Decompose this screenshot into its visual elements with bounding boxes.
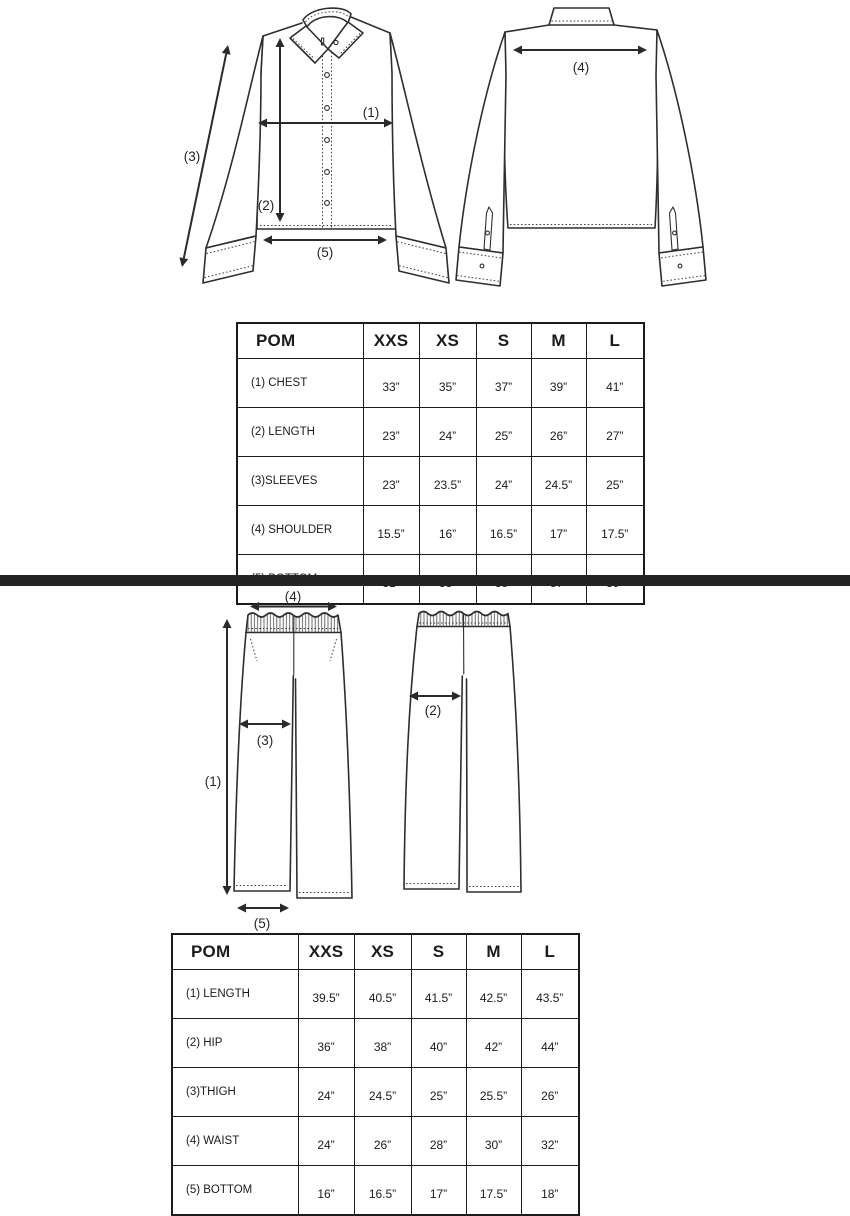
length-measurement-arrow [223, 619, 232, 895]
measurement-cell: 23” [363, 457, 419, 506]
column-header-s: S [476, 323, 531, 359]
measurement-cell: 40.5” [354, 970, 411, 1019]
measurement-cell: 39” [531, 359, 586, 408]
measurement-cell: 33” [363, 359, 419, 408]
pants-size-table [171, 933, 580, 1216]
measurement-cell: 24.5” [531, 457, 586, 506]
back-hem-stitch [406, 884, 519, 887]
pom-cell: (3)THIGH [172, 1068, 298, 1117]
measurement-cell: 42” [466, 1019, 521, 1068]
measurement-cell: 39.5” [298, 970, 354, 1019]
pants-front-right-leg [296, 633, 353, 899]
measurement-cell: 17.5” [466, 1166, 521, 1216]
measurement-cell: 26” [354, 1117, 411, 1166]
length-measurement-label: (2) [258, 198, 275, 213]
measurement-cell: 17” [411, 1166, 466, 1216]
measurement-cell: 28” [411, 1117, 466, 1166]
column-header-m: M [466, 934, 521, 970]
measurement-cell: 42.5” [466, 970, 521, 1019]
table-row [172, 1068, 579, 1117]
shirt-size-table [236, 322, 645, 605]
column-header-xs: XS [419, 323, 476, 359]
table-row [237, 457, 644, 506]
cuff-button [678, 264, 682, 268]
shirt-front-right-sleeve [390, 33, 446, 248]
measurement-cell: 17” [531, 506, 586, 555]
placket-button [673, 231, 677, 235]
measurement-cell: 40” [411, 1019, 466, 1068]
measurement-cell: 23” [363, 408, 419, 457]
measurement-cell: 41” [586, 359, 644, 408]
pants-back-view [404, 612, 521, 893]
thigh-measurement-label: (3) [257, 733, 274, 748]
pants-front-view [205, 589, 352, 931]
shirt-back-body [504, 25, 658, 228]
column-header-l: L [586, 323, 644, 359]
measurement-cell: 27” [586, 408, 644, 457]
hip-measurement-arrow [409, 692, 461, 701]
bottom-measurement-arrow [237, 904, 289, 913]
waist-measurement-label: (4) [285, 589, 302, 604]
placket-button [486, 231, 490, 235]
pants-back-right-leg [467, 627, 522, 893]
pom-cell: (3)SLEEVES [237, 457, 363, 506]
measurement-cell: 17.5” [586, 506, 644, 555]
measurement-cell: 15.5” [363, 506, 419, 555]
measurement-cell: 24.5” [354, 1068, 411, 1117]
sleeve-measurement-label: (3) [184, 149, 201, 164]
table-row [237, 506, 644, 555]
pom-cell: (1) CHEST [237, 359, 363, 408]
measurement-cell: 26” [521, 1068, 579, 1117]
shirt-front-left-sleeve [206, 36, 263, 248]
header-row [172, 934, 579, 970]
measurement-cell: 44” [521, 1019, 579, 1068]
measurement-cell: 25” [586, 457, 644, 506]
measurement-cell: 30” [466, 1117, 521, 1166]
table-row [237, 359, 644, 408]
column-header-pom: POM [237, 323, 363, 359]
pom-cell: (2) LENGTH [237, 408, 363, 457]
measurement-cell: 18” [521, 1166, 579, 1216]
pom-cell: (1) LENGTH [172, 970, 298, 1019]
measurement-cell: 25” [411, 1068, 466, 1117]
measurement-cell: 24” [298, 1068, 354, 1117]
column-header-pom: POM [172, 934, 298, 970]
shirt-back-collar [549, 8, 614, 25]
table-row [172, 1117, 579, 1166]
measurement-cell: 23.5” [419, 457, 476, 506]
column-header-xxs: XXS [363, 323, 419, 359]
pom-cell: (2) HIP [172, 1019, 298, 1068]
column-header-xxs: XXS [298, 934, 354, 970]
measurement-cell: 24” [298, 1117, 354, 1166]
pants-front-left-leg [234, 633, 293, 892]
measurement-cell: 16” [419, 506, 476, 555]
shirt-back-view [456, 8, 706, 286]
shoulder-measurement-label: (4) [573, 60, 590, 75]
measurement-cell: 35” [419, 359, 476, 408]
pants-back-left-leg [404, 627, 462, 890]
header-row [237, 323, 644, 359]
chest-measurement-label: (1) [363, 105, 380, 120]
column-header-s: S [411, 934, 466, 970]
bottom-measurement-arrow [263, 236, 387, 245]
measurement-cell: 32” [521, 1117, 579, 1166]
measurement-cell: 25.5” [466, 1068, 521, 1117]
table-row [172, 970, 579, 1019]
column-header-xs: XS [354, 934, 411, 970]
measurement-cell: 36” [298, 1019, 354, 1068]
pom-cell: (5) BOTTOM [172, 1166, 298, 1216]
measurement-cell: 41.5” [411, 970, 466, 1019]
pants-technical-drawing [0, 585, 850, 935]
bottom-measurement-label: (5) [317, 245, 334, 260]
measurement-cell: 37” [476, 359, 531, 408]
shirt-back-right-sleeve [656, 30, 703, 253]
collar-button [334, 40, 338, 44]
measurement-cell: 38” [354, 1019, 411, 1068]
measurement-cell: 25” [476, 408, 531, 457]
measurement-cell: 24” [419, 408, 476, 457]
table-row [237, 408, 644, 457]
table-row [172, 1019, 579, 1068]
measurement-cell: 43.5” [521, 970, 579, 1019]
table-row [172, 1166, 579, 1216]
thigh-measurement-arrow [239, 720, 291, 729]
bottom-measurement-label: (5) [254, 916, 271, 931]
measurement-cell: 24” [476, 457, 531, 506]
pom-cell: (4) SHOULDER [237, 506, 363, 555]
measurement-cell: 16.5” [476, 506, 531, 555]
hip-measurement-label: (2) [425, 703, 442, 718]
measurement-cell: 16” [298, 1166, 354, 1216]
shirt-front-view [179, 8, 449, 283]
pom-cell: (4) WAIST [172, 1117, 298, 1166]
measurement-cell: 26” [531, 408, 586, 457]
column-header-m: M [531, 323, 586, 359]
measurement-cell: 16.5” [354, 1166, 411, 1216]
cuff-button [480, 264, 484, 268]
shirt-technical-drawing [0, 0, 850, 312]
column-header-l: L [521, 934, 579, 970]
length-measurement-label: (1) [205, 774, 222, 789]
shirt-back-left-sleeve [459, 32, 506, 253]
